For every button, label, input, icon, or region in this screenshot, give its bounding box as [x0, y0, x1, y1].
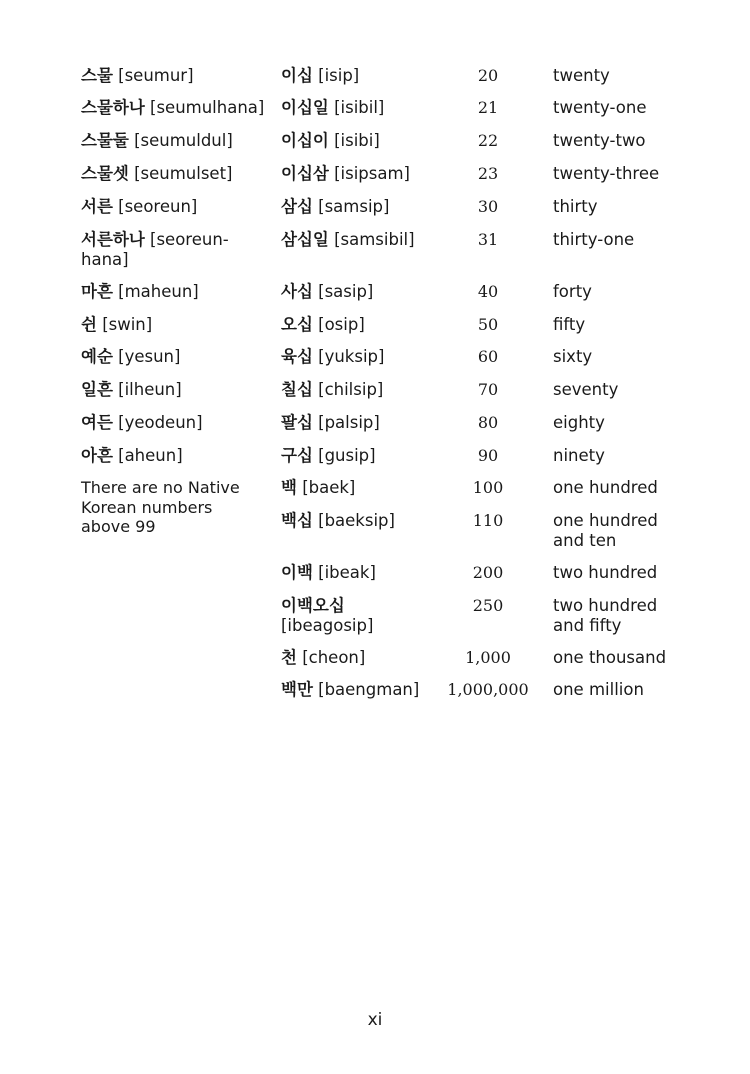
number-cell: 200 — [472, 563, 504, 582]
native-romanization: [seumulset] — [128, 164, 233, 183]
sino-romanization: [osip] — [312, 315, 365, 334]
native-korean-word: 스물둘 — [81, 131, 129, 150]
sino-romanization: [isibil] — [328, 98, 385, 117]
sino-romanization: [sasip] — [312, 282, 374, 301]
native-korean-cell — [81, 413, 271, 433]
english-cell: twenty-two — [553, 131, 646, 150]
english-cell: twenty-three — [553, 164, 660, 183]
sino-romanization: [ibeagosip] — [281, 615, 374, 635]
sino-korean-cell — [281, 347, 441, 367]
english-cell: two hundred and fifty — [553, 596, 658, 635]
english-cell: fifty — [553, 315, 586, 334]
native-korean-cell — [81, 197, 271, 217]
native-romanization: [yeodeun] — [112, 413, 203, 432]
sino-korean-cell — [281, 596, 391, 635]
native-romanization: [aheun] — [112, 446, 183, 465]
sino-romanization: [baengman] — [312, 680, 420, 699]
english-cell: two hundred — [553, 563, 658, 582]
native-numbers-note: There are no Native Korean numbers above 99 — [81, 478, 240, 536]
sino-romanization: [isipsam] — [328, 164, 410, 183]
english-cell: twenty-one — [553, 98, 647, 117]
sino-korean-cell — [281, 446, 441, 466]
native-romanization: [yesun] — [112, 347, 181, 366]
english-cell: eighty — [553, 413, 605, 432]
native-korean-cell — [81, 380, 271, 400]
sino-korean-word: 이백오십 — [281, 596, 345, 615]
sino-korean-word: 이십이 — [281, 131, 329, 150]
sino-korean-cell — [281, 413, 441, 433]
sino-korean-cell — [281, 164, 441, 184]
sino-korean-word: 칠십 — [281, 380, 313, 399]
number-cell: 80 — [477, 413, 499, 432]
native-korean-cell — [81, 66, 271, 86]
native-korean-word: 스물하나 — [81, 98, 145, 117]
native-korean-cell — [81, 164, 271, 184]
native-korean-cell — [81, 347, 271, 367]
sino-korean-cell — [281, 197, 441, 217]
sino-romanization: [chilsip] — [312, 380, 384, 399]
page-number: xi — [367, 1010, 383, 1030]
english-cell: thirty-one — [553, 230, 635, 249]
english-cell: seventy — [553, 380, 619, 399]
number-cell: 1,000 — [465, 648, 511, 667]
native-korean-cell — [81, 446, 271, 466]
number-cell: 22 — [477, 131, 499, 150]
number-cell: 110 — [472, 511, 504, 530]
native-korean-word: 예순 — [81, 347, 113, 366]
sino-korean-word: 팔십 — [281, 413, 313, 432]
sino-korean-word: 천 — [281, 648, 297, 667]
sino-romanization: [isip] — [312, 66, 360, 85]
sino-korean-word: 삼십일 — [281, 230, 329, 249]
sino-korean-cell — [281, 563, 441, 583]
sino-korean-word: 이십일 — [281, 98, 329, 117]
english-cell: one thousand — [553, 648, 667, 667]
native-korean-word: 서른 — [81, 197, 113, 216]
native-korean-word: 아흔 — [81, 446, 113, 465]
sino-korean-cell — [281, 98, 441, 118]
sino-korean-cell — [281, 282, 441, 302]
number-cell: 23 — [477, 164, 499, 183]
number-cell: 250 — [472, 596, 504, 615]
sino-korean-cell — [281, 131, 441, 151]
sino-romanization: [baek] — [296, 478, 356, 497]
number-cell: 60 — [477, 347, 499, 366]
english-cell: ninety — [553, 446, 605, 465]
native-romanization: [seoreun-hana] — [81, 230, 229, 269]
english-cell: forty — [553, 282, 592, 301]
sino-romanization: [palsip] — [312, 413, 380, 432]
native-korean-cell — [81, 282, 271, 302]
english-cell: one million — [553, 680, 644, 699]
sino-romanization: [isibi] — [328, 131, 380, 150]
sino-korean-cell — [281, 66, 441, 86]
number-cell: 100 — [472, 478, 504, 497]
native-romanization: [seumur] — [112, 66, 194, 85]
number-cell: 1,000,000 — [447, 680, 529, 699]
sino-korean-cell — [281, 648, 441, 668]
native-korean-cell — [81, 315, 271, 335]
number-cell: 21 — [477, 98, 499, 117]
native-korean-word: 스물 — [81, 66, 113, 85]
sino-korean-cell — [281, 680, 441, 700]
sino-korean-word: 백만 — [281, 680, 313, 699]
native-korean-cell — [81, 131, 271, 151]
sino-romanization: [samsibil] — [328, 230, 415, 249]
native-korean-cell — [81, 230, 256, 269]
sino-korean-word: 오십 — [281, 315, 313, 334]
native-korean-word: 마흔 — [81, 282, 113, 301]
english-cell: sixty — [553, 347, 593, 366]
number-cell: 50 — [477, 315, 499, 334]
native-korean-cell — [81, 98, 281, 118]
sino-korean-word: 이백 — [281, 563, 313, 582]
number-cell: 30 — [477, 197, 499, 216]
native-korean-word: 서른하나 — [81, 230, 145, 249]
native-romanization: [seoreun] — [112, 197, 198, 216]
number-cell: 40 — [477, 282, 499, 301]
sino-korean-cell — [281, 315, 441, 335]
english-cell: thirty — [553, 197, 598, 216]
native-romanization: [ilheun] — [112, 380, 182, 399]
native-korean-word: 스물셋 — [81, 164, 129, 183]
native-romanization: [seumuldul] — [128, 131, 233, 150]
sino-romanization: [gusip] — [312, 446, 376, 465]
native-romanization: [seumulhana] — [144, 98, 265, 117]
sino-romanization: [yuksip] — [312, 347, 385, 366]
native-korean-word: 쉰 — [81, 315, 97, 334]
english-cell: one hundred and ten — [553, 511, 658, 550]
sino-korean-word: 백십 — [281, 511, 313, 530]
sino-romanization: [cheon] — [296, 648, 366, 667]
native-romanization: [swin] — [96, 315, 153, 334]
sino-korean-word: 구십 — [281, 446, 313, 465]
sino-korean-word: 이십삼 — [281, 164, 329, 183]
number-cell: 31 — [477, 230, 499, 249]
native-korean-word: 여든 — [81, 413, 113, 432]
number-cell: 70 — [477, 380, 499, 399]
sino-korean-cell — [281, 511, 441, 531]
sino-korean-word: 삼십 — [281, 197, 313, 216]
sino-korean-word: 이십 — [281, 66, 313, 85]
sino-romanization: [ibeak] — [312, 563, 376, 582]
english-cell: one hundred — [553, 478, 658, 497]
sino-romanization: [baeksip] — [312, 511, 395, 530]
sino-korean-cell — [281, 478, 441, 498]
sino-korean-word: 사십 — [281, 282, 313, 301]
number-cell: 90 — [477, 446, 499, 465]
sino-korean-cell — [281, 230, 441, 250]
sino-korean-word: 육십 — [281, 347, 313, 366]
native-korean-word: 일흔 — [81, 380, 113, 399]
sino-korean-word: 백 — [281, 478, 297, 497]
native-romanization: [maheun] — [112, 282, 199, 301]
sino-korean-cell — [281, 380, 441, 400]
sino-romanization: [samsip] — [312, 197, 390, 216]
english-cell: twenty — [553, 66, 610, 85]
number-cell: 20 — [477, 66, 499, 85]
